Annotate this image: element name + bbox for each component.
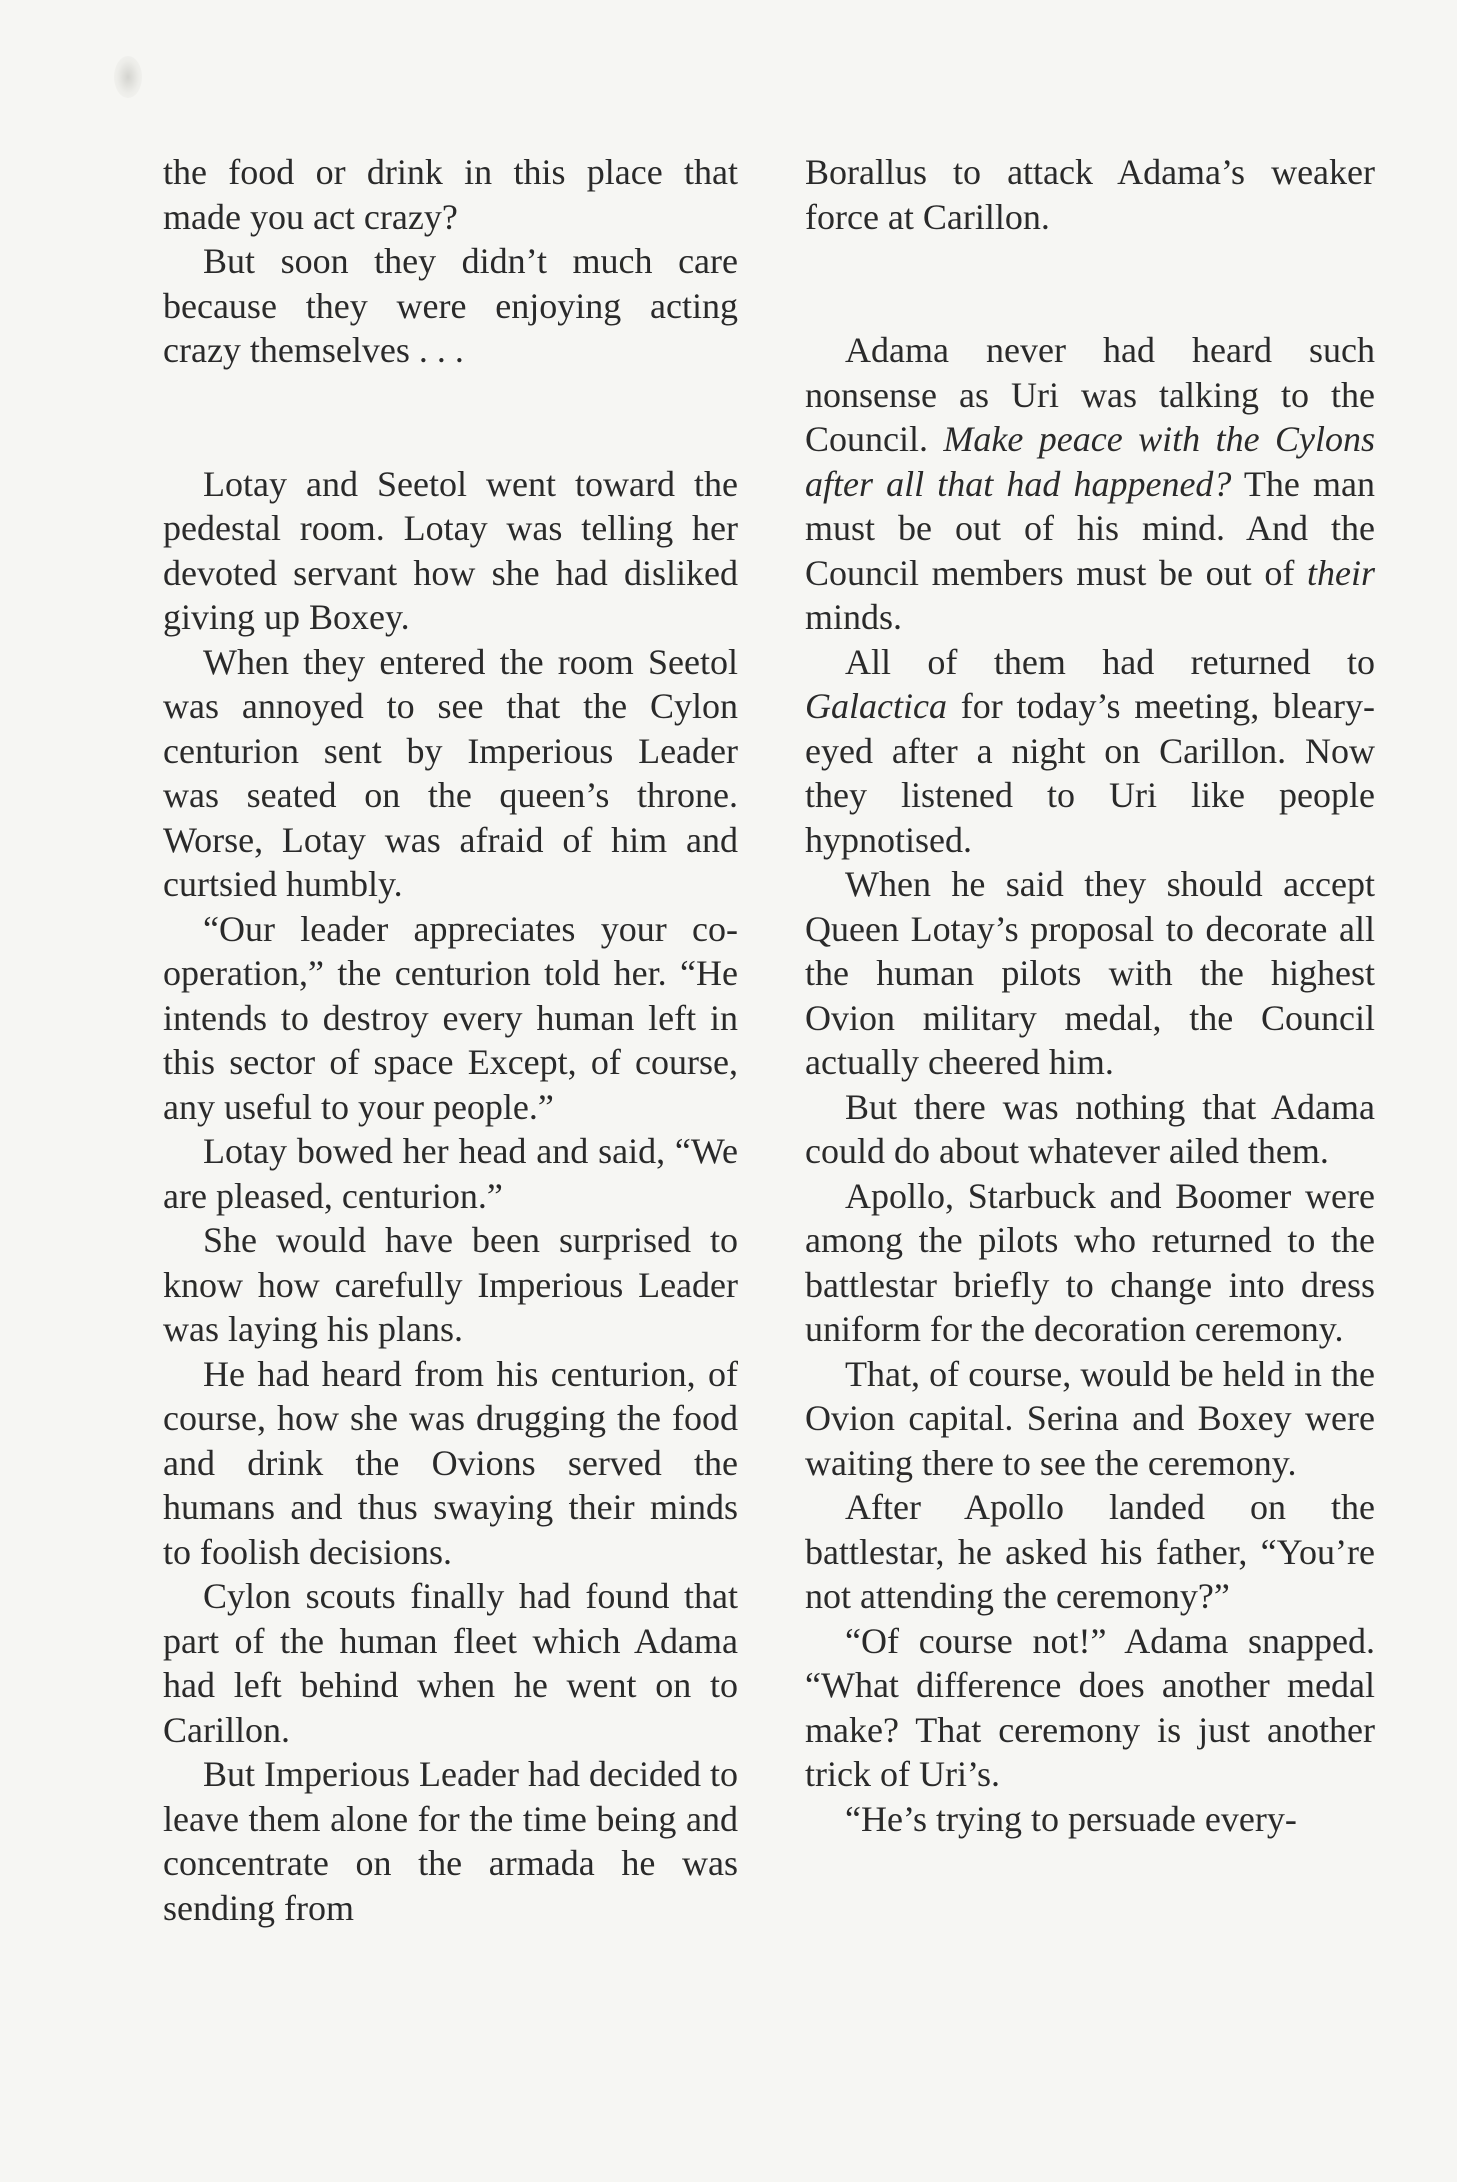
left-text-column bbox=[163, 150, 738, 1930]
paragraph bbox=[163, 239, 738, 373]
paragraph bbox=[163, 462, 738, 640]
text-run: for today’s meeting, bleary-eyed after a night on Carillon. Now they listened to Uri like people hypnotised. bbox=[805, 686, 1375, 860]
text-run: That, of course, would be held in the Ovion capital. Serina and Boxey were waiting there to see the ceremony. bbox=[805, 1353, 1375, 1483]
paragraph bbox=[805, 1619, 1375, 1797]
paragraph bbox=[805, 640, 1375, 863]
text-run: minds. bbox=[805, 597, 903, 637]
italic-run: their bbox=[1307, 552, 1375, 593]
text-run: When he said they should accept Queen Lotay’s proposal to decorate all the human pilots with the highest Ovion military medal, the Council actually cheered him. bbox=[805, 864, 1375, 1082]
text-run: But soon they didn’t much care because they were enjoying acting crazy themselves . . . bbox=[163, 241, 738, 370]
text-run: All of them had returned to bbox=[845, 641, 1375, 682]
text-run: Cylon scouts finally had found that part of the human fleet which Adama had left behind when he went on to Carillon. bbox=[163, 1576, 738, 1750]
paragraph bbox=[163, 1752, 738, 1930]
paragraph bbox=[805, 1352, 1375, 1486]
text-run: “Our leader appreciates your cooperation,” the centurion told her. “He intends to destroy every human left in this sector of space Except, of course, any useful to your people.” bbox=[163, 908, 738, 1127]
paragraph bbox=[805, 862, 1375, 1085]
text-run: She would have been surprised to know how carefully Imperious Leader was laying his plans. bbox=[163, 1220, 738, 1349]
paragraph bbox=[163, 1352, 738, 1575]
paragraph bbox=[163, 640, 738, 907]
text-run: Borallus to attack Adama’s weaker force at Carillon. bbox=[805, 152, 1375, 237]
paragraph bbox=[163, 1129, 738, 1218]
paragraph bbox=[805, 150, 1375, 239]
text-run: The man must be out of his mind. And the Council members must be out of bbox=[805, 463, 1375, 593]
text-run: the food or drink in this place that made you act crazy? bbox=[163, 152, 738, 237]
paragraph bbox=[163, 1218, 738, 1352]
text-run: Lotay and Seetol went toward the pedestal room. Lotay was telling her devoted servant how she had disliked giving up Boxey. bbox=[163, 463, 738, 637]
paragraph bbox=[805, 1797, 1375, 1842]
text-run: He had heard from his centurion, of course, how she was drugging the food and drink the Ovions served the humans and thus swaying their minds to foolish decisions. bbox=[163, 1353, 738, 1572]
text-run: “Of course not!” Adama snapped. “What difference does another medal make? That ceremony is just another trick of Uri’s. bbox=[805, 1620, 1375, 1794]
text-run: Apollo, Starbuck and Boomer were among the pilots who returned to the battlestar briefly to change into dress uniform for the decoration ceremony. bbox=[805, 1175, 1375, 1349]
paragraph bbox=[163, 1574, 738, 1752]
text-run: Lotay bowed her head and said, “We are pleased, centurion.” bbox=[163, 1131, 738, 1216]
paragraph bbox=[163, 150, 738, 239]
italic-run: Galactica bbox=[805, 686, 947, 726]
text-run: But there was nothing that Adama could do about whatever ailed them. bbox=[805, 1086, 1375, 1171]
text-run: Adama never had heard such nonsense as Uri was talking to the Council. bbox=[805, 330, 1375, 459]
text-run: When they entered the room Seetol was annoyed to see that the Cylon centurion sent by Imperious Leader was seated on the queen’s throne. Worse, Lotay was afraid of him and curtsied humbly. bbox=[163, 641, 738, 904]
paragraph bbox=[805, 1485, 1375, 1619]
text-run: “He’s trying to persuade every- bbox=[845, 1798, 1297, 1839]
paragraph bbox=[805, 1085, 1375, 1174]
text-run: After Apollo landed on the battlestar, he asked his father, “You’re not attending the ceremony?” bbox=[805, 1487, 1375, 1616]
right-text-column bbox=[805, 150, 1375, 1841]
page-smudge bbox=[114, 56, 142, 98]
paragraph bbox=[805, 1174, 1375, 1352]
text-run: But Imperious Leader had decided to leave them alone for the time being and concentrate on the armada he was sending from bbox=[163, 1754, 738, 1928]
paragraph bbox=[163, 907, 738, 1130]
paragraph bbox=[805, 328, 1375, 640]
italic-run: Make peace with the Cylons after all that had happened? bbox=[805, 419, 1375, 504]
